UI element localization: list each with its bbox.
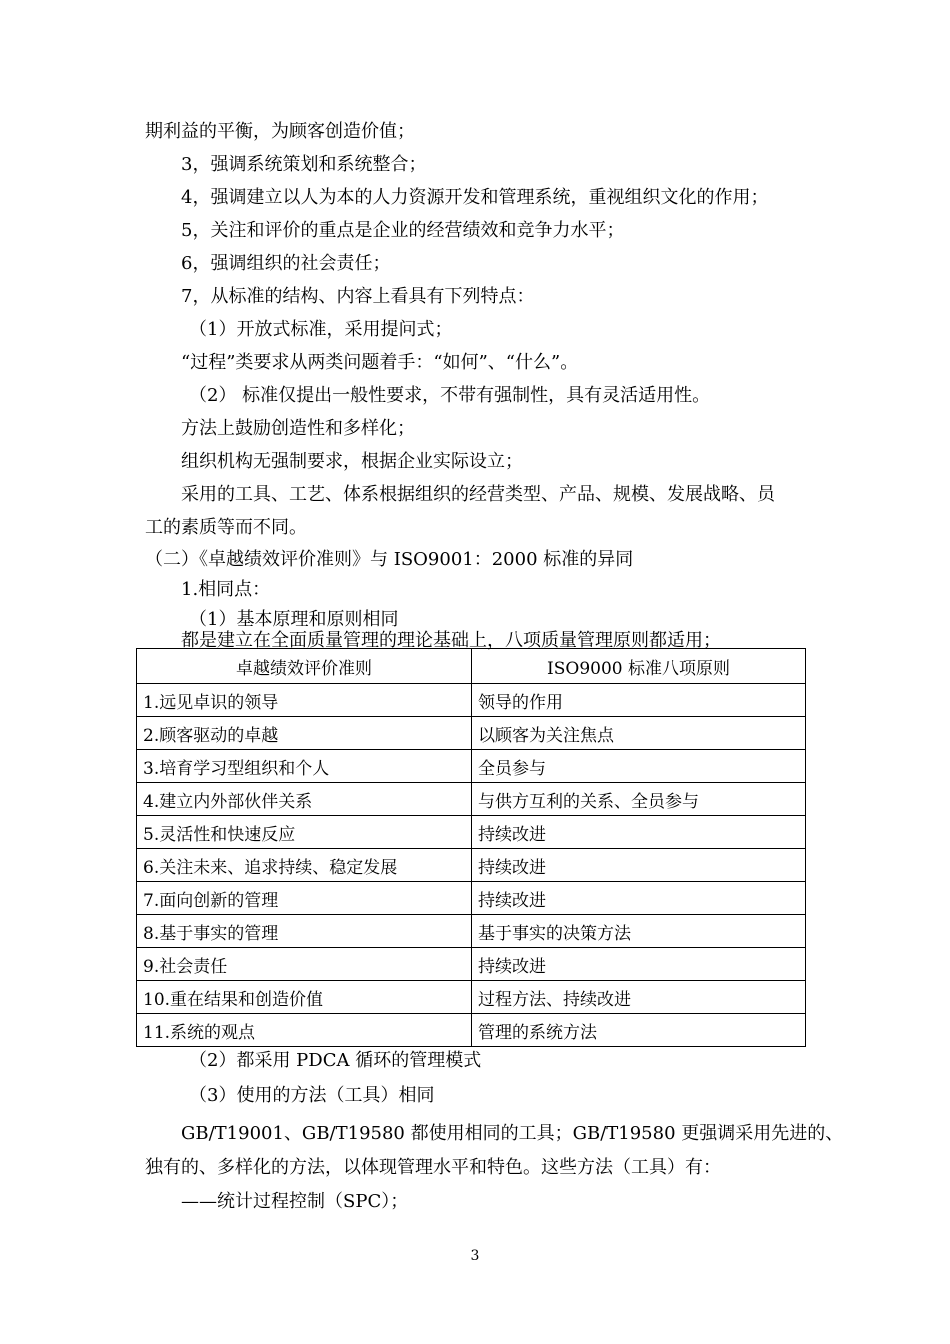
list-item: 3，强调系统策划和系统整合； <box>181 154 427 175</box>
list-item: 7，从标准的结构、内容上看具有下列特点： <box>181 286 535 307</box>
table-cell: 管理的系统方法 <box>472 1014 806 1047</box>
table-row <box>137 717 806 750</box>
table-cell: 以顾客为关注焦点 <box>472 717 806 750</box>
table-row <box>137 750 806 783</box>
paragraph-line: 采用的工具、工艺、体系根据组织的经营类型、产品、规模、发展战略、员 <box>181 484 775 505</box>
table-cell: 2.顾客驱动的卓越 <box>137 717 472 750</box>
paragraph-line: 方法上鼓励创造性和多样化； <box>181 418 415 439</box>
table-row <box>137 1014 806 1047</box>
table-header-row <box>137 649 806 684</box>
sub-list-item: （1）开放式标准，采用提问式； <box>189 319 453 340</box>
table-cell: 全员参与 <box>472 750 806 783</box>
sub-list-item: （3）使用的方法（工具）相同 <box>189 1085 435 1106</box>
table-row <box>137 783 806 816</box>
table-row <box>137 981 806 1014</box>
paragraph-line: “过程”类要求从两类问题着手：“如何”、“什么”。 <box>181 352 579 373</box>
table-cell: 过程方法、持续改进 <box>472 981 806 1014</box>
list-item: 5，关注和评价的重点是企业的经营绩效和竞争力水平； <box>181 220 625 241</box>
table-cell: 6.关注未来、追求持续、稳定发展 <box>137 849 472 882</box>
table-cell: 9.社会责任 <box>137 948 472 981</box>
table-header-cell: ISO9000 标准八项原则 <box>472 649 806 684</box>
comparison-table <box>136 648 806 1047</box>
table-cell: 持续改进 <box>472 882 806 915</box>
list-item: 6，强调组织的社会责任； <box>181 253 391 274</box>
table-row <box>137 882 806 915</box>
list-item: 4，强调建立以人为本的人力资源开发和管理系统，重视组织文化的作用； <box>181 187 769 208</box>
table-row <box>137 948 806 981</box>
table-cell: 与供方互利的关系、全员参与 <box>472 783 806 816</box>
table-row <box>137 816 806 849</box>
table-cell: 持续改进 <box>472 849 806 882</box>
paragraph-line: 独有的、多样化的方法，以体现管理水平和特色。这些方法（工具）有： <box>145 1157 721 1178</box>
table-header-cell: 卓越绩效评价准则 <box>137 649 472 684</box>
subsection-heading: 1.相同点： <box>181 579 271 600</box>
paragraph-line: 组织机构无强制要求，根据企业实际设立； <box>181 451 523 472</box>
table-cell: 持续改进 <box>472 948 806 981</box>
list-item: ——统计过程控制（SPC）； <box>181 1191 409 1212</box>
sub-list-item: （2）都采用 PDCA 循环的管理模式 <box>189 1050 482 1071</box>
table-cell: 4.建立内外部伙伴关系 <box>137 783 472 816</box>
table-row <box>137 915 806 948</box>
table-row <box>137 849 806 882</box>
table-row <box>137 684 806 717</box>
page-number: 3 <box>470 1248 480 1264</box>
table-cell: 10.重在结果和创造价值 <box>137 981 472 1014</box>
paragraph-line: 期利益的平衡，为顾客创造价值； <box>145 121 415 142</box>
paragraph-line: GB/T19001、GB/T19580 都使用相同的工具；GB/T19580 更强调采用先进的、 <box>181 1123 844 1144</box>
table-cell: 1.远见卓识的领导 <box>137 684 472 717</box>
table-cell: 领导的作用 <box>472 684 806 717</box>
table-cell: 3.培育学习型组织和个人 <box>137 750 472 783</box>
table-cell: 11.系统的观点 <box>137 1014 472 1047</box>
table-cell: 8.基于事实的管理 <box>137 915 472 948</box>
table-cell: 持续改进 <box>472 816 806 849</box>
section-heading: （二）《卓越绩效评价准则》与 ISO9001：2000 标准的异同 <box>145 549 634 570</box>
table-cell: 5.灵活性和快速反应 <box>137 816 472 849</box>
table-cell: 基于事实的决策方法 <box>472 915 806 948</box>
paragraph-line: 工的素质等而不同。 <box>145 517 307 538</box>
sub-list-item: （1）基本原理和原则相同 <box>189 609 399 630</box>
paragraph-line: 都是建立在全面质量管理的理论基础上，八项质量管理原则都适用； <box>181 630 721 651</box>
table-cell: 7.面向创新的管理 <box>137 882 472 915</box>
sub-list-item: （2） 标准仅提出一般性要求，不带有强制性，具有灵活适用性。 <box>189 385 711 406</box>
